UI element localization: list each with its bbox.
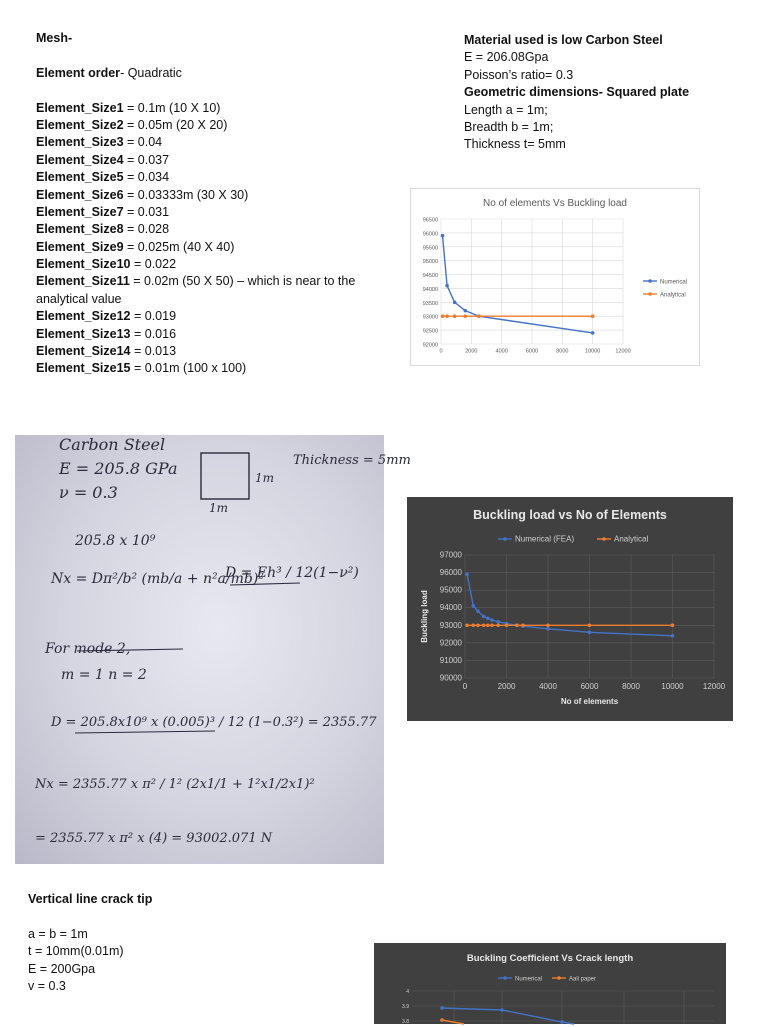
hw-line: 205.8 x 10⁹ <box>75 533 156 549</box>
data-point <box>440 1006 444 1010</box>
legend-label: Numerical (FEA) <box>515 534 575 544</box>
series-line <box>442 1020 464 1024</box>
legend-marker <box>648 279 652 283</box>
x-tick-label: 2000 <box>465 348 478 355</box>
data-point <box>472 604 476 608</box>
data-point <box>476 609 480 613</box>
element-size-line: Element_Size7 = 0.031 <box>36 204 170 219</box>
element-size-line: Element_Size3 = 0.04 <box>36 135 163 150</box>
data-point <box>463 314 467 318</box>
data-point <box>588 631 592 635</box>
y-tick-label: 93000 <box>439 620 462 630</box>
chart-buckling-vs-elements-dark <box>407 497 733 721</box>
legend-marker <box>503 976 507 980</box>
data-point <box>482 615 486 619</box>
element-size-line: Element_Size11 = 0.02m (50 X 50) – which is near to the analytical value <box>36 274 356 306</box>
data-point <box>486 616 490 620</box>
fraction-bar <box>75 731 215 733</box>
data-point <box>445 284 449 288</box>
data-point <box>490 618 494 622</box>
crack-line: v = 0.3 <box>28 978 66 993</box>
y-tick-label: 96000 <box>422 231 438 238</box>
y-tick-label: 97000 <box>439 550 462 560</box>
material-line: E = 206.08Gpa <box>464 50 549 65</box>
hw-line: 1m <box>255 471 275 485</box>
x-tick-label: 10000 <box>585 348 601 355</box>
element-size-line: Element_Size9 = 0.025m (40 X 40) <box>36 239 235 254</box>
data-point <box>505 623 509 627</box>
data-point <box>496 620 500 624</box>
x-tick-label: 8000 <box>556 348 569 355</box>
x-tick-label: 12000 <box>615 348 631 355</box>
data-point <box>465 623 469 627</box>
y-tick-label: 92000 <box>439 638 462 648</box>
y-tick-label: 4 <box>406 989 409 995</box>
crack-line: a = b = 1m <box>28 926 88 941</box>
hw-line: ν = 0.3 <box>59 483 118 502</box>
y-axis-label: Buckling load <box>420 590 429 643</box>
element-size-line: Element_Size10 = 0.022 <box>36 257 177 272</box>
data-point <box>441 234 445 238</box>
legend-label: Numerical <box>515 976 543 983</box>
plate-sketch <box>201 453 249 499</box>
y-tick-label: 94500 <box>422 273 438 280</box>
y-tick-label: 96000 <box>439 568 462 578</box>
handwritten-notes-photo <box>15 435 411 864</box>
element-size-line: Element_Size5 = 0.034 <box>36 170 170 185</box>
y-tick-label: 95000 <box>439 585 462 595</box>
element-size-line: Element_Size15 = 0.01m (100 x 100) <box>36 361 247 376</box>
data-point <box>463 309 467 313</box>
x-tick-label: 6000 <box>580 682 599 691</box>
data-point <box>496 623 500 627</box>
chart3-svg <box>374 943 726 1024</box>
geometry-line: Length a = 1m; <box>464 102 548 117</box>
data-point <box>591 331 595 335</box>
legend-marker <box>557 976 561 980</box>
crack-line: t = 10mm(0.01m) <box>28 944 124 959</box>
data-point <box>476 623 480 627</box>
data-point <box>515 623 519 627</box>
x-tick-label: 10000 <box>661 682 684 691</box>
hw-line: 1m <box>209 501 229 515</box>
element-size-line: Element_Size13 = 0.016 <box>36 326 177 341</box>
data-point <box>490 623 494 627</box>
hw-line: E = 205.8 GPa <box>59 459 178 478</box>
hw-line: Nx = Dπ²/b² (mb/a + n²a/mb)² <box>51 571 264 587</box>
y-tick-label: 93500 <box>422 300 438 307</box>
crack-section <box>28 891 348 995</box>
mesh-section <box>36 30 396 378</box>
legend-marker <box>648 292 652 296</box>
hw-line: Thickness = 5mm <box>293 453 411 468</box>
geometry-heading: Geometric dimensions- Squared plate <box>464 85 690 100</box>
element-size-line: Element_Size1 = 0.1m (10 X 10) <box>36 100 221 115</box>
y-tick-label: 93000 <box>422 314 438 321</box>
legend-marker <box>503 537 507 541</box>
mesh-heading: Mesh- <box>36 31 73 45</box>
data-point <box>440 1018 444 1022</box>
y-tick-label: 91000 <box>439 655 462 665</box>
y-tick-label: 95500 <box>422 245 438 252</box>
element-size-line: Element_Size4 = 0.037 <box>36 152 170 167</box>
hw-line: D = 205.8x10⁹ x (0.005)³ / 12 (1−0.3²) = 2355.77 <box>51 715 377 730</box>
chart-title: No of elements Vs Buckling load <box>483 198 627 209</box>
data-point <box>441 314 445 318</box>
element-size-line: Element_Size12 = 0.019 <box>36 309 177 324</box>
element-size-line: Element_Size8 = 0.028 <box>36 222 170 237</box>
data-point <box>521 623 525 627</box>
material-section <box>464 32 754 154</box>
material-line: Poisson’s ratio= 0.3 <box>464 67 574 82</box>
x-tick-label: 0 <box>439 348 443 355</box>
data-point <box>588 623 592 627</box>
legend-marker <box>602 537 606 541</box>
data-point <box>546 627 550 631</box>
y-tick-label: 3.9 <box>402 1004 409 1010</box>
data-point <box>465 573 469 577</box>
hw-line: D = Eh³ / 12(1−ν²) <box>225 565 359 581</box>
hw-line: m = 1 n = 2 <box>61 667 147 683</box>
y-tick-label: 92500 <box>422 328 438 335</box>
element-order-line: Element order- Quadratic <box>36 65 182 80</box>
data-point <box>591 314 595 318</box>
series-line <box>443 236 593 333</box>
x-tick-label: 12000 <box>702 682 726 691</box>
hw-line: For mode 2, <box>45 641 131 657</box>
y-tick-label: 94000 <box>439 603 462 613</box>
geometry-line: Thickness t= 5mm <box>464 137 566 152</box>
y-tick-label: 94000 <box>422 286 438 293</box>
y-tick-label: 95000 <box>422 259 438 266</box>
x-tick-label: 6000 <box>525 348 539 355</box>
material-heading: Material used is low Carbon Steel <box>464 33 663 47</box>
chart1-svg <box>411 189 699 365</box>
y-tick-label: 92000 <box>422 342 438 349</box>
x-tick-label: 2000 <box>497 682 516 691</box>
chart2-svg <box>407 497 733 721</box>
chart-title: Buckling Coefficient Vs Crack length <box>466 953 634 964</box>
y-tick-label: 3.8 <box>402 1019 409 1025</box>
data-point <box>671 623 675 627</box>
hw-line: Nx = 2355.77 x π² / 1² (2x1/1 + 1²x1/2x1)² <box>35 777 315 792</box>
x-tick-label: 8000 <box>622 682 640 691</box>
element-size-line: Element_Size2 = 0.05m (20 X 20) <box>36 117 228 132</box>
y-tick-label: 90000 <box>439 673 462 683</box>
y-tick-label: 96500 <box>422 217 438 224</box>
legend-label: Numerical <box>660 279 688 286</box>
data-point <box>453 301 457 305</box>
data-point <box>445 314 449 318</box>
chart-elements-vs-buckling-light <box>410 188 700 366</box>
geometry-line: Breadth b = 1m; <box>464 119 554 134</box>
element-size-line: Element_Size14 = 0.013 <box>36 344 177 359</box>
data-point <box>472 623 476 627</box>
crack-line: E = 200Gpa <box>28 961 96 976</box>
crack-heading: Vertical line crack tip <box>28 892 153 906</box>
chart-coefficient-vs-crack-dark <box>374 943 726 1024</box>
data-point <box>560 1020 564 1024</box>
legend-label: Analytical <box>660 292 686 299</box>
element-size-line: Element_Size6 = 0.03333m (30 X 30) <box>36 187 249 202</box>
data-point <box>671 634 675 638</box>
data-point <box>486 623 490 627</box>
data-point <box>453 314 457 318</box>
series-line <box>442 1008 574 1024</box>
data-point <box>546 623 550 627</box>
legend-label: Analytical <box>614 534 649 544</box>
hw-line: = 2355.77 x π² x (4) = 93002.071 N <box>35 831 273 846</box>
data-point <box>500 1008 504 1012</box>
x-axis-label: No of elements <box>560 697 619 706</box>
x-tick-label: 0 <box>462 682 468 691</box>
element-size-list <box>36 100 396 378</box>
data-point <box>482 623 486 627</box>
x-tick-label: 4000 <box>495 348 508 355</box>
chart-title: Buckling load vs No of Elements <box>473 508 667 522</box>
hw-line: Carbon Steel <box>59 435 166 454</box>
x-tick-label: 4000 <box>539 682 557 691</box>
data-point <box>477 314 481 318</box>
legend-label: Aali paper <box>569 976 597 983</box>
